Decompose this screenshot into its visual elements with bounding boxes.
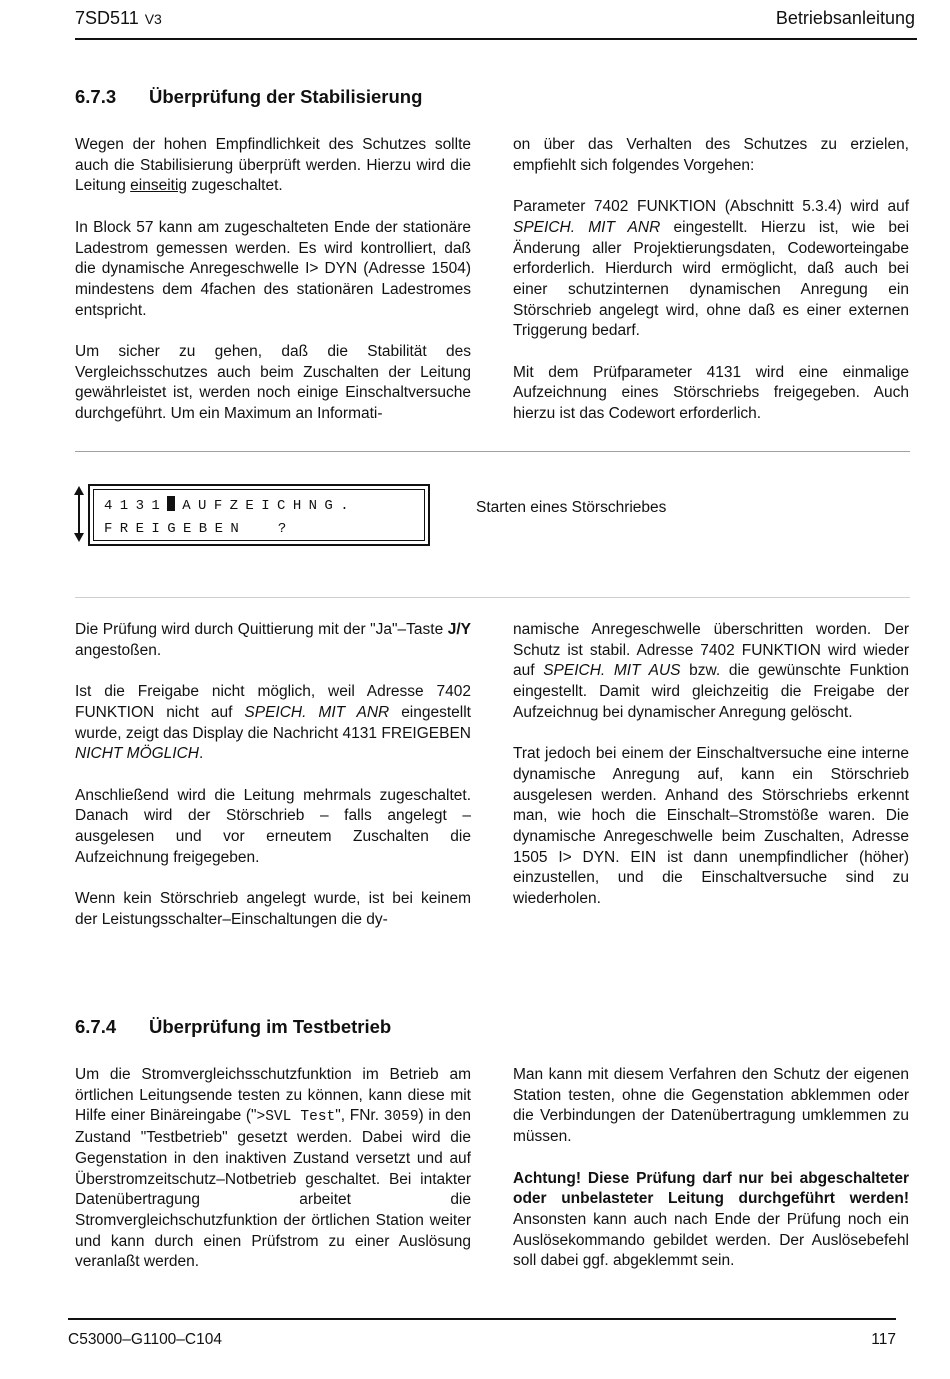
text: Ist die Freigabe nicht möglich, weil Adresse 7402 FUNKTION nicht auf bbox=[75, 683, 471, 721]
text: ) in den Zustand "Testbetrieb" gesetzt werden. Dabei wird die Gegenstation in den inaktiven Zustand versetzt und auf Überstromzeitschutz–Notbetrieb geschaltet. Bei intakter Datenübertragung arbeitet die Stromvergleichschutzfunktion der örtlichen Station weiter und kann durch einen Prüfstrom zu einer Auslösung veranlaßt werden. bbox=[75, 1107, 471, 1271]
product-name: 7SD511 bbox=[75, 8, 139, 28]
paragraph: Wenn kein Störschrieb angelegt wurde, ist bei keinem der Leistungsschalter–Einschaltungen die dy- bbox=[75, 890, 471, 928]
italic-text: SPEICH. MIT ANR bbox=[513, 218, 661, 236]
section1-cont-right-column bbox=[513, 620, 909, 910]
paragraph: Trat jedoch bei einem der Einschaltversuche eine interne dynamische Anregung auf, kann ein Störschrieb ausgelesen werden. Anhand des Störschriebs erkennt man, wie hoch die Einschalt–Stromstöße waren. Die dynamische Anregeschwelle beim Zuschalten, Adresse 1505 I> DYN. EIN ist dann unempfindlicher (höher) einzustellen, und die Einschaltversuche sind zu wiederholen. bbox=[513, 745, 909, 908]
paragraph: on über das Verhalten des Schutzes zu erzielen, empfiehlt sich folgendes Vorgehen: bbox=[513, 136, 909, 174]
paragraph: Man kann mit diesem Verfahren den Schutz der eigenen Station testen, ohne die Gegenstation abklemmen oder die Verbindungen der Datenübertragung umklemmen zu müssen. bbox=[513, 1066, 909, 1146]
lcd-cursor bbox=[167, 496, 175, 511]
footer-doc-number: C53000–G1100–C104 bbox=[68, 1331, 222, 1348]
divider bbox=[75, 451, 910, 452]
text: ", FNr. bbox=[335, 1107, 384, 1125]
text: angestoßen. bbox=[75, 641, 162, 659]
section-number: 6.7.4 bbox=[75, 1016, 117, 1037]
display-caption: Starten eines Störschriebes bbox=[476, 499, 667, 516]
italic-text: SPEICH. MIT AUS bbox=[543, 662, 681, 680]
page-number: 117 bbox=[871, 1331, 896, 1348]
section1-right-column bbox=[513, 135, 909, 425]
paragraph bbox=[513, 1169, 909, 1273]
underlined-text: einseitig bbox=[130, 177, 188, 195]
section-number: 6.7.3 bbox=[75, 86, 117, 107]
paragraph: Um sicher zu gehen, daß die Stabilität des Vergleichsschutzes auch beim Zuschalten der Leitung gewährleistet ist, werden noch einige Einschaltversuche durchgeführt. Um ein Maximum an Informati- bbox=[75, 343, 471, 423]
section1-left-column bbox=[75, 135, 471, 425]
section-heading-673 bbox=[75, 86, 422, 108]
header-rule bbox=[75, 38, 917, 40]
paragraph: In Block 57 kann am zugeschalteten Ende der stationäre Ladestrom gemessen werden. Es wird kontrolliert, daß die dynamische Anregeschwelle I> DYN (Adresse 1504) mindestens dem 4fachen des stationären Ladestromes entspricht. bbox=[75, 218, 471, 319]
text: Parameter 7402 FUNKTION (Abschnitt 5.3.4) wird auf bbox=[513, 198, 909, 216]
divider bbox=[75, 597, 910, 598]
section2-left-column bbox=[75, 1065, 471, 1273]
italic-text: SPEICH. MIT ANR bbox=[244, 703, 390, 721]
product-version: V3 bbox=[144, 11, 162, 27]
section-heading-674 bbox=[75, 1016, 391, 1038]
lcd-line-1 bbox=[104, 496, 356, 514]
paragraph bbox=[75, 682, 471, 765]
signal-name: >SVL Test bbox=[256, 1109, 336, 1126]
key-label: J/Y bbox=[447, 621, 471, 638]
paragraph bbox=[513, 197, 909, 342]
paragraph bbox=[75, 620, 471, 661]
paragraph: Anschließend wird die Leitung mehrmals zugeschaltet. Danach wird der Störschrieb – falls angelegt – ausgelesen und vor erneutem Zuschalten die Aufzeichnung freigegeben. bbox=[75, 786, 471, 866]
text: zugeschaltet. bbox=[187, 177, 283, 195]
function-number: 3059 bbox=[383, 1109, 419, 1126]
section-title: Überprüfung im Testbetrieb bbox=[149, 1016, 392, 1037]
text: . bbox=[199, 745, 204, 763]
text: eingestellt. Hierzu ist, wie bei Änderung aller Projektierungsdaten, Codeworteingabe erforderlich. Hierdurch wird ermöglicht, daß auch bei einer schutzinternen dynamischen Anregung ein Störschrieb angelegt wird, ohne daß es einer externen Triggerung bedarf. bbox=[513, 218, 910, 340]
section-title: Überprüfung der Stabilisierung bbox=[149, 86, 423, 107]
text: Die Prüfung wird durch Quittierung mit der "Ja"–Taste bbox=[75, 621, 448, 638]
section1-cont-left-column bbox=[75, 620, 471, 931]
lcd-text: AUFZEICHNG. bbox=[182, 498, 357, 514]
paragraph: Mit dem Prüfparameter 4131 wird eine einmalige Aufzeichnung eines Störschriebs freigegeben. Auch hierzu ist das Codewort erforderlich. bbox=[513, 363, 909, 423]
footer-rule bbox=[68, 1318, 896, 1320]
header-product bbox=[75, 8, 162, 29]
paragraph bbox=[75, 1065, 471, 1273]
italic-text: NICHT MÖGLICH bbox=[75, 745, 199, 763]
text: namische Anregeschwelle überschritten worden. Der Schutz ist stabil. Adresse 7402 FUNKTION wird wieder auf bbox=[513, 621, 909, 680]
lcd-address: 4131 bbox=[104, 498, 168, 514]
text: Um die Stromvergleichsschutzfunktion im Betrieb am örtlichen Leitungsende testen zu können, kann diese mit Hilfe einer Binäreingabe (" bbox=[75, 1066, 471, 1125]
text: Ansonsten kann auch nach Ende der Prüfung noch ein Auslösekommando gebildet werden. Der Auslösebefehl soll dabei ggf. abgeklemmt sein. bbox=[513, 1210, 909, 1270]
paragraph bbox=[75, 135, 471, 197]
text: eingestellt wurde, zeigt das Display die Nachricht 4131 FREIGEBEN bbox=[75, 703, 471, 742]
warning-text: Achtung! Diese Prüfung darf nur bei abgeschalteter oder unbelasteter Leitung durchgeführt werden! bbox=[513, 1169, 909, 1208]
lcd-line-2: FREIGEBEN ? bbox=[104, 521, 294, 537]
scroll-arrows-icon bbox=[72, 486, 86, 542]
header-doc-type: Betriebsanleitung bbox=[775, 8, 915, 28]
section2-right-column bbox=[513, 1065, 909, 1272]
text: Wegen der hohen Empfindlichkeit des Schutzes sollte auch die Stabilisierung überprüft werden. Hierzu wird die Leitung bbox=[75, 136, 471, 195]
paragraph bbox=[513, 620, 909, 724]
lcd-display bbox=[88, 484, 430, 546]
text: bzw. die gewünschte Funktion eingestellt. Damit wird gleichzeitig die Freigabe der Aufzeichnug bei dynamischer Anregung gelöscht. bbox=[513, 662, 909, 721]
lcd-frame bbox=[93, 489, 425, 541]
